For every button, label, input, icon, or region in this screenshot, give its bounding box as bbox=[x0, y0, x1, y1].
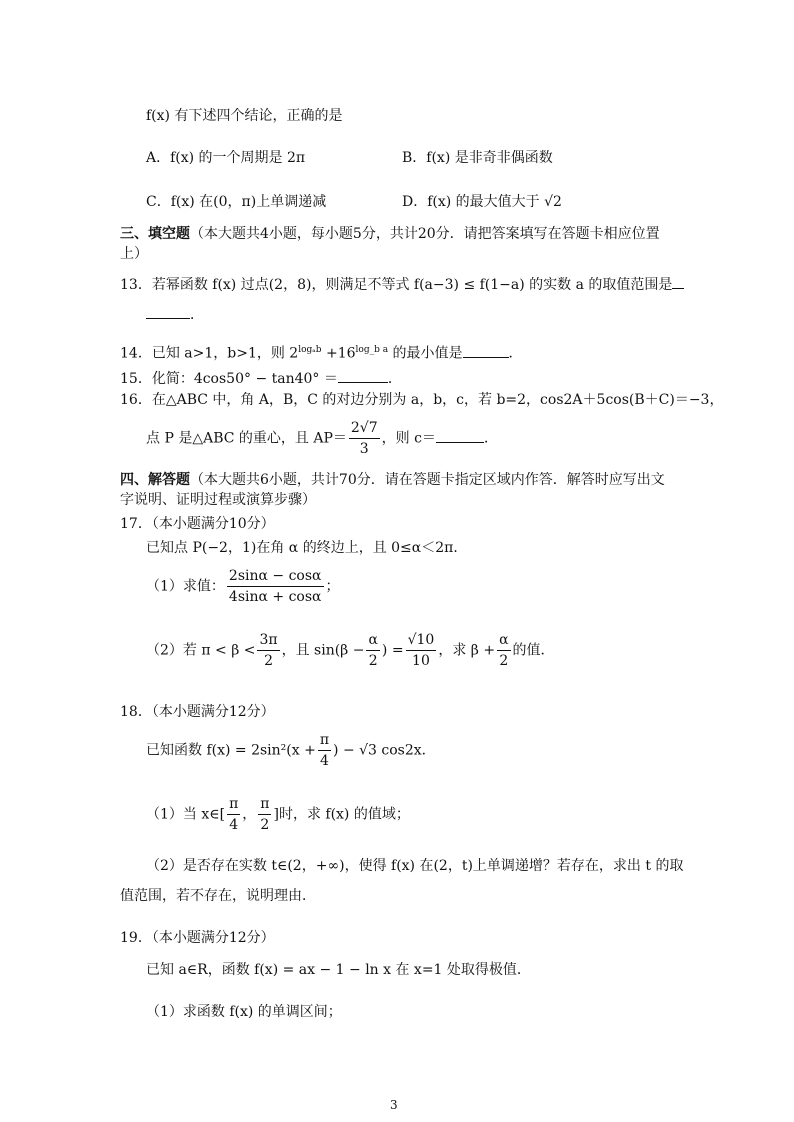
q19-given: 已知 a∈R，函数 f(x) = ax − 1 − ln x 在 x=1 处取得极值． bbox=[146, 962, 531, 978]
q17-p2-frac-1-den: 2 bbox=[264, 653, 273, 669]
q18-part-1 bbox=[146, 794, 410, 835]
section4-note-cont: 字说明、证明过程或演算步骤） bbox=[120, 492, 316, 508]
q17-p2-frac-3-den: 10 bbox=[412, 653, 430, 669]
q18-p1-frac-1-num: π bbox=[227, 794, 240, 815]
q17-part-1 bbox=[146, 566, 340, 607]
q17-p1-end: ； bbox=[325, 578, 340, 595]
q17-p2-frac-2-num: α bbox=[366, 630, 379, 651]
q17-given: 已知点 P(−2，1)在角 α 的终边上，且 0≤α＜2π． bbox=[146, 540, 468, 556]
q14-exponent-1: logₐb bbox=[298, 345, 322, 355]
q12-option-b: B．f(x) 是非奇非偶函数 bbox=[402, 150, 553, 166]
q17-p2-frac-3 bbox=[406, 630, 437, 671]
q17-p2-end: 的值． bbox=[512, 642, 555, 659]
q13-answer-blank-start bbox=[672, 274, 684, 289]
q13-answer-line: ． bbox=[146, 304, 204, 325]
q14-mid: +16 bbox=[321, 345, 356, 362]
q16-fraction-den: 3 bbox=[359, 441, 369, 457]
q17-p2-frac-2 bbox=[366, 630, 379, 671]
section4-heading: 四、解答题 bbox=[120, 472, 190, 488]
q16-fraction-num: 2√7 bbox=[349, 418, 380, 439]
section3-note: （本大题共4小题，每小题5分，共计20分．请把答案填写在答题卡相应位置 bbox=[190, 226, 660, 242]
q15-prompt: 15．化简：4cos50° − tan40° ＝ bbox=[120, 371, 338, 387]
q17-p2-frac-4-num: α bbox=[497, 630, 510, 651]
section3-note-cont: 上） bbox=[120, 246, 148, 262]
q17-p1-label: （1）求值： bbox=[146, 578, 225, 595]
q18-given-pre: 已知函数 f(x) = 2sin²(x + bbox=[146, 742, 316, 759]
q17-p2-frac-1 bbox=[257, 630, 279, 671]
q16-line-1: 16．在△ABC 中，角 A，B，C 的对边分别为 a，b，c，若 b=2，cos2A＋5cos(B＋C)＝−3， bbox=[120, 392, 724, 408]
q17-p1-fraction bbox=[227, 566, 324, 607]
q16-line-2: 点 P 是△ABC 的重心，且 AP＝ $\frac{2√7}{3}$ ，则 c＝ ． bbox=[146, 420, 498, 457]
q12-option-c: C．f(x) 在(0，π)上单调递减 bbox=[146, 194, 327, 210]
q14-exponent-2: log_b a bbox=[355, 345, 389, 355]
q14-text: 14．已知 a>1，b>1，则 $2^{log_ab} +16^{log\_b a}$ 的最小值是 ． bbox=[120, 340, 523, 364]
section4-header bbox=[120, 470, 665, 490]
q19-part-1: （1）求函数 f(x) 的单调区间； bbox=[146, 1004, 342, 1020]
q14-answer-blank bbox=[463, 343, 509, 358]
q18-p1-frac-2-den: 2 bbox=[260, 817, 270, 833]
q12-option-d: D．f(x) 的最大值大于 √2 bbox=[402, 194, 562, 210]
q14-post: 的最小值是 bbox=[388, 345, 463, 362]
q18-given-frac-den: 4 bbox=[319, 753, 329, 769]
q13-text bbox=[120, 274, 684, 295]
q17-p2-mid3: ，求 β + bbox=[438, 642, 496, 659]
q18-p1-frac-2-num: π bbox=[258, 794, 271, 815]
q18-given-frac-num: π bbox=[318, 730, 331, 751]
q17-p2-pre: （2）若 π < β < bbox=[146, 642, 256, 659]
q18-p1-frac-1-den: 4 bbox=[229, 817, 239, 833]
q15-answer-blank bbox=[338, 368, 388, 383]
q17-p2-frac-2-den: 2 bbox=[368, 653, 378, 669]
q18-title: 18．（本小题满分12分） bbox=[120, 704, 275, 720]
q16-line2-post: ，则 c＝ bbox=[381, 430, 436, 447]
q15-text: 15．化简：4cos50° − tan40° ＝ ． bbox=[120, 368, 402, 389]
q14-pre: 14．已知 a>1，b>1，则 2 bbox=[120, 345, 299, 362]
q17-p2-frac-4-den: 2 bbox=[499, 653, 509, 669]
q13-answer-blank bbox=[146, 304, 190, 319]
q18-part-2-line-1: （2）是否存在实数 t∈(2，+∞)，使得 f(x) 在(2，t)上单调递增？若存在，求出 t 的取 bbox=[146, 858, 684, 874]
page-number: 3 bbox=[390, 1098, 398, 1112]
q18-p1-pre: （1）当 x∈[ bbox=[146, 806, 226, 823]
q16-answer-blank bbox=[436, 428, 484, 443]
q17-part-2 bbox=[146, 630, 555, 671]
q17-title: 17．（本小题满分10分） bbox=[120, 516, 275, 532]
q16-fraction bbox=[349, 418, 380, 459]
q18-part-2-line-2: 值范围，若不存在，说明理由． bbox=[120, 888, 316, 904]
q17-p1-den: 4sinα + cosα bbox=[228, 589, 322, 605]
q18-given-frac bbox=[318, 730, 331, 771]
q18-given bbox=[146, 730, 436, 771]
q18-p1-sep: ， bbox=[242, 806, 257, 823]
section3-heading: 三、填空题 bbox=[120, 226, 190, 242]
q18-given-post: ) − √3 cos2x． bbox=[333, 742, 436, 759]
q17-p2-frac-4 bbox=[497, 630, 510, 671]
q17-p2-mid2: ) = bbox=[381, 642, 404, 659]
q17-p2-frac-3-num: √10 bbox=[406, 630, 437, 651]
q16-line2-pre: 点 P 是△ABC 的重心，且 AP＝ bbox=[146, 430, 347, 447]
q12-option-a: A．f(x) 的一个周期是 2π bbox=[146, 150, 306, 166]
q18-p1-frac-1 bbox=[227, 794, 240, 835]
q17-p1-num: 2sinα − cosα bbox=[227, 566, 324, 587]
q19-title: 19．（本小题满分12分） bbox=[120, 930, 275, 946]
q17-p2-mid: ，且 sin(β − bbox=[281, 642, 365, 659]
q12-stem: f(x) 有下述四个结论，正确的是 bbox=[146, 108, 343, 124]
q18-p1-post: ]时，求 f(x) 的值域； bbox=[273, 806, 410, 823]
section4-note: （本大题共6小题，共计70分．请在答题卡指定区域内作答．解答时应写出文 bbox=[190, 472, 665, 488]
q18-p1-frac-2 bbox=[258, 794, 271, 835]
q13-prompt: 13．若幂函数 f(x) 过点(2，8)，则满足不等式 f(a−3) ≤ f(1−a) 的实数 a 的取值范围是 bbox=[120, 277, 673, 293]
q17-p2-frac-1-num: 3π bbox=[257, 630, 279, 651]
section3-header bbox=[120, 224, 660, 244]
